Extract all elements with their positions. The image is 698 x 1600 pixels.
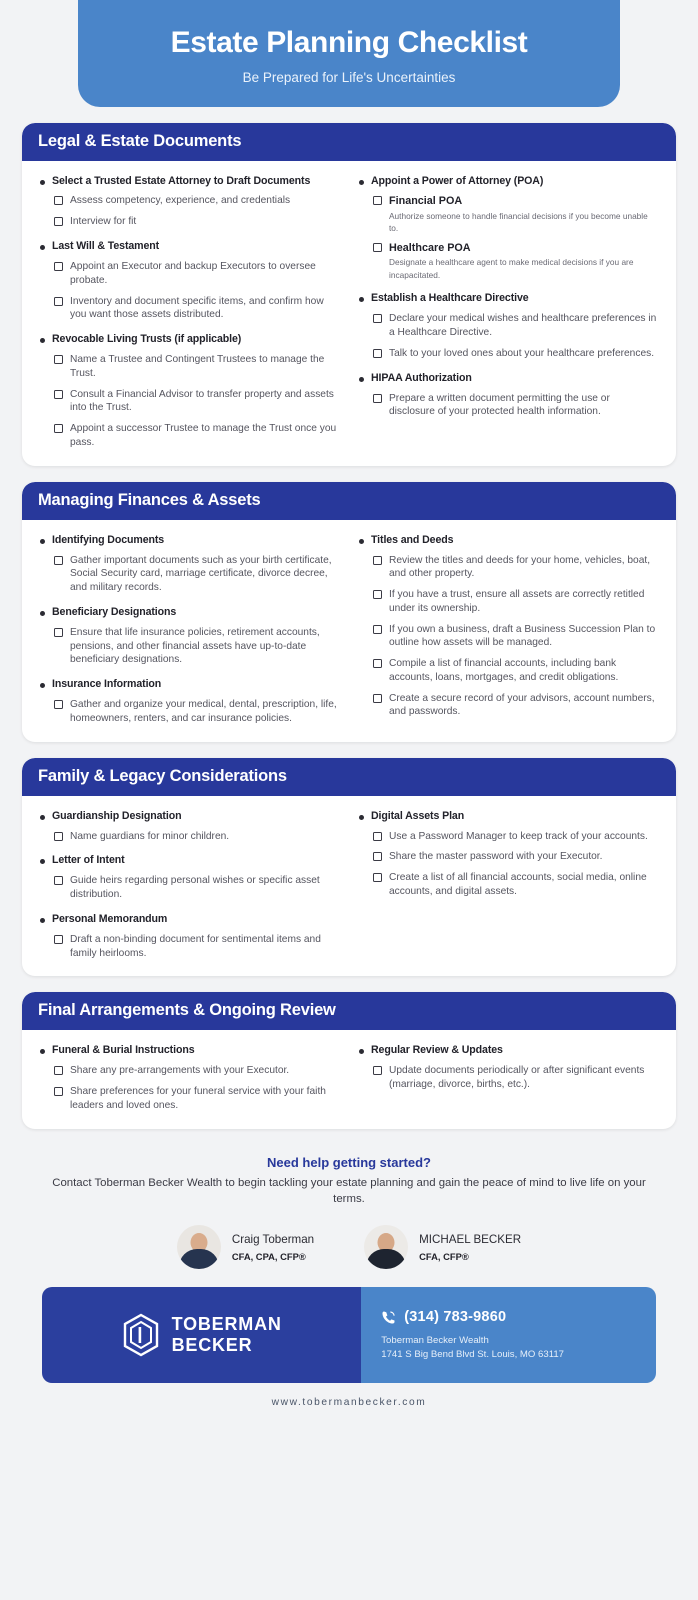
cta-block	[0, 1129, 698, 1207]
checklist-item[interactable]	[373, 194, 658, 234]
checklist-item-text: Gather and organize your medical, dental, prescription, life, homeowners, renters, and car insurance policies.	[70, 699, 337, 724]
bullet-icon	[40, 859, 45, 864]
checklist-group-header	[40, 534, 339, 548]
section-body	[22, 796, 676, 977]
checklist-section	[22, 482, 676, 742]
checklist-item[interactable]	[373, 850, 658, 864]
checklist-item[interactable]	[54, 215, 339, 229]
checklist-item-text: Update documents periodically or after significant events (marriage, divorce, births, etc.).	[389, 1065, 645, 1091]
checklist-group	[359, 534, 658, 720]
section-header	[22, 992, 676, 1030]
address-block	[381, 1334, 640, 1363]
bullet-icon	[359, 539, 364, 544]
checklist-group	[40, 1044, 339, 1112]
checkbox-icon[interactable]	[54, 1087, 63, 1096]
checklist-item[interactable]	[54, 874, 339, 902]
checklist-item-text: Create a secure record of your advisors, account numbers, and passwords.	[389, 692, 655, 718]
section-header	[22, 758, 676, 796]
bullet-icon	[359, 180, 364, 185]
brand-wordmark	[172, 1314, 282, 1356]
company-name: Toberman Becker Wealth	[381, 1335, 489, 1346]
checkbox-icon[interactable]	[373, 852, 382, 861]
checklist-item[interactable]	[54, 353, 339, 381]
checklist-item-text: Inventory and document specific items, and confirm how you want those assets distributed.	[70, 295, 324, 321]
checkbox-icon[interactable]	[373, 1066, 382, 1075]
checkbox-icon[interactable]	[54, 876, 63, 885]
bullet-icon	[40, 683, 45, 688]
checklist-item[interactable]	[54, 554, 339, 595]
checklist-item-text: Interview for fit	[70, 216, 137, 228]
checklist-item-text: Guide heirs regarding personal wishes or specific asset distribution.	[70, 875, 320, 901]
checklist-group	[40, 240, 339, 322]
checkbox-icon[interactable]	[54, 1066, 63, 1075]
checklist-group-header	[40, 333, 339, 347]
checkbox-icon[interactable]	[373, 394, 382, 403]
checklist-item-text: Name guardians for minor children.	[70, 830, 230, 842]
left-column	[34, 534, 345, 726]
checklist-item[interactable]	[54, 1085, 339, 1113]
checkbox-icon[interactable]	[54, 556, 63, 565]
checklist-item[interactable]	[373, 588, 658, 616]
bullet-icon	[40, 180, 45, 185]
checklist-item-text: Draft a non-binding document for sentimental items and family heirlooms.	[70, 933, 321, 959]
checklist-section	[22, 758, 676, 977]
section-body	[22, 1030, 676, 1128]
checklist-item-text: Share the master password with your Executor.	[389, 851, 603, 863]
checklist-item-text: Talk to your loved ones about your healthcare preferences.	[389, 347, 655, 359]
advisor-credentials: CFA, CFP®	[419, 1250, 469, 1262]
section-title: Family & Legacy Considerations	[38, 766, 287, 785]
checklist-group-label: Letter of Intent	[52, 854, 125, 867]
website-url[interactable]: www.tobermanbecker.com	[271, 1397, 427, 1408]
checkbox-icon[interactable]	[54, 700, 63, 709]
checkbox-icon[interactable]	[373, 314, 382, 323]
checklist-item[interactable]	[54, 830, 339, 844]
checklist-item-text: Compile a list of financial accounts, including bank accounts, loans, mortgages, and credit obligations.	[389, 658, 619, 683]
page-title: Estate Planning Checklist	[170, 26, 528, 59]
checklist-group-label: Last Will & Testament	[52, 240, 160, 252]
toberman-becker-logo-icon	[122, 1313, 160, 1357]
checklist-group-header	[359, 175, 658, 189]
right-column	[353, 810, 664, 899]
avatar-michael-becker	[364, 1225, 408, 1269]
checklist-group	[40, 175, 339, 230]
phone-icon	[381, 1310, 396, 1325]
brand-line-2: BECKER	[171, 1335, 253, 1355]
checklist-group-label: Funeral & Burial Instructions	[52, 1044, 195, 1057]
checklist-group-header	[40, 1044, 339, 1058]
bullet-icon	[40, 338, 45, 343]
checkbox-icon[interactable]	[373, 556, 382, 565]
checklist-item[interactable]	[373, 554, 658, 582]
checkbox-icon[interactable]	[373, 349, 382, 358]
left-column	[34, 175, 345, 450]
checklist-item-text: Assess competency, experience, and credentials	[70, 195, 291, 207]
checklist-group-header	[359, 1044, 658, 1058]
checklist-item[interactable]	[373, 830, 658, 844]
cta-text: Contact Toberman Becker Wealth to begin tackling your estate planning and gain the peace of mind to live life on your terms.	[52, 1176, 646, 1205]
checklist-item-text: If you have a trust, ensure all assets are correctly retitled under its ownership.	[389, 589, 645, 614]
checklist-item[interactable]	[373, 392, 658, 420]
checklist-item-text: Create a list of all financial accounts, social media, online accounts, and digital assets.	[389, 872, 647, 897]
page-header	[78, 0, 620, 107]
checklist-group-header	[40, 913, 339, 927]
checklist-item[interactable]	[373, 657, 658, 685]
checklist-item-text: Share preferences for your funeral service with your faith leaders and loved ones.	[70, 1086, 326, 1111]
phone-number[interactable]: (314) 783-9860	[404, 1309, 507, 1325]
checklist-item-text: Review the titles and deeds for your home, vehicles, boat, and other property.	[389, 554, 651, 580]
checklist-item[interactable]	[373, 347, 658, 361]
checkbox-icon[interactable]	[54, 424, 63, 433]
checklist-item-text	[389, 194, 658, 234]
checklist-item-text: Declare your medical wishes and healthcare preferences in a Healthcare Directive.	[389, 313, 657, 339]
page-subtitle: Be Prepared for Life's Uncertainties	[242, 69, 456, 85]
checkbox-icon[interactable]	[54, 390, 63, 399]
checkbox-icon[interactable]	[54, 355, 63, 364]
checklist-section	[22, 123, 676, 466]
checklist-item[interactable]	[373, 871, 658, 899]
bullet-icon	[40, 611, 45, 616]
checklist-group	[40, 534, 339, 595]
checklist-item[interactable]	[54, 260, 339, 288]
checklist-item[interactable]	[373, 692, 658, 720]
checklist-group	[40, 913, 339, 961]
phone-row[interactable]	[381, 1309, 640, 1325]
right-column	[353, 534, 664, 720]
checklist-group	[40, 678, 339, 726]
checklist-group-header	[359, 292, 658, 306]
checkbox-icon[interactable]	[373, 659, 382, 668]
avatar-craig-toberman	[177, 1225, 221, 1269]
advisor-card	[364, 1225, 521, 1269]
checklist-item-text: Prepare a written document permitting the use or disclosure of your protected health information.	[389, 392, 610, 418]
right-column	[353, 175, 664, 420]
section-title: Managing Finances & Assets	[38, 490, 261, 509]
checklist-item-text: If you own a business, draft a Business Succession Plan to outline how assets will be managed.	[389, 623, 656, 649]
checklist-item[interactable]	[54, 933, 339, 961]
checklist-item-text: Name a Trustee and Contingent Trustees to manage the Trust.	[70, 354, 325, 379]
checklist-item-text: Appoint an Executor and backup Executors to oversee probate.	[70, 260, 316, 286]
bullet-icon	[40, 815, 45, 820]
checklist-group-header	[40, 854, 339, 868]
checklist-item-text: Appoint a successor Trustee to manage the Trust once you pass.	[70, 423, 337, 448]
checklist-item-text: Ensure that life insurance policies, retirement accounts, pensions, and other financial assets have up-to-date beneficiary designations.	[70, 626, 320, 666]
contact-block	[361, 1287, 656, 1383]
checklist-item[interactable]	[373, 312, 658, 340]
checklist-item[interactable]	[54, 626, 339, 667]
brand-block	[42, 1287, 361, 1383]
checkbox-icon[interactable]	[373, 243, 382, 252]
checkbox-icon[interactable]	[54, 196, 63, 205]
checklist-group-label: Personal Memorandum	[52, 912, 168, 925]
checklist-group-header	[359, 372, 658, 386]
checklist-group-label: Regular Review & Updates	[371, 1044, 503, 1057]
checklist-item-description: Authorize someone to handle financial decisions if you become unable to.	[389, 210, 648, 233]
checklist-group-header	[40, 606, 339, 620]
bullet-icon	[40, 245, 45, 250]
cta-title: Need help getting started?	[267, 1154, 431, 1170]
checklist-item-text	[389, 241, 658, 281]
bullet-icon	[359, 297, 364, 302]
left-column	[34, 810, 345, 961]
checkbox-icon[interactable]	[373, 625, 382, 634]
checklist-group-label: Guardianship Designation	[52, 809, 182, 822]
checkbox-icon[interactable]	[373, 196, 382, 205]
checklist-group	[40, 854, 339, 902]
section-header	[22, 123, 676, 161]
bullet-icon	[40, 918, 45, 923]
bullet-icon	[359, 815, 364, 820]
checklist-item-title: Healthcare POA	[389, 242, 471, 255]
bullet-icon	[40, 539, 45, 544]
checklist-item-text: Consult a Financial Advisor to transfer property and assets into the Trust.	[70, 388, 334, 414]
checklist-sections	[0, 123, 698, 1129]
checkbox-icon[interactable]	[54, 297, 63, 306]
checklist-group	[359, 372, 658, 420]
checklist-item-text: Gather important documents such as your birth certificate, Social Security card, marriage certificate, divorce decree, and military records.	[70, 554, 332, 594]
checklist-item[interactable]	[54, 698, 339, 726]
checklist-item-title: Financial POA	[389, 195, 463, 208]
checklist-group	[359, 175, 658, 282]
avatar-body-shape	[179, 1249, 219, 1269]
footer-bar	[42, 1287, 656, 1383]
checklist-group-label: HIPAA Authorization	[371, 371, 472, 384]
checkbox-icon[interactable]	[54, 935, 63, 944]
advisor-list	[0, 1207, 698, 1285]
section-title: Legal & Estate Documents	[38, 131, 242, 150]
checklist-group	[359, 1044, 658, 1092]
checklist-group-label: Identifying Documents	[52, 533, 165, 546]
checkbox-icon[interactable]	[54, 262, 63, 271]
checklist-group-label: Appoint a Power of Attorney (POA)	[371, 174, 544, 187]
checklist-group-label: Revocable Living Trusts (if applicable)	[52, 333, 242, 346]
checkbox-icon[interactable]	[373, 694, 382, 703]
advisor-name: Craig Toberman	[231, 1233, 315, 1247]
checkbox-icon[interactable]	[373, 873, 382, 882]
checklist-group-header	[359, 810, 658, 824]
checkbox-icon[interactable]	[373, 590, 382, 599]
checklist-group-label: Titles and Deeds	[371, 533, 454, 546]
checklist-item-description: Designate a healthcare agent to make medical decisions if you are incapacitated.	[389, 257, 634, 280]
bullet-icon	[359, 1049, 364, 1054]
checklist-item[interactable]	[373, 241, 658, 281]
checklist-item-text: Share any pre-arrangements with your Executor.	[70, 1065, 290, 1077]
brand-line-1: TOBERMAN	[171, 1314, 282, 1335]
checklist-group-header	[359, 534, 658, 548]
section-body	[22, 161, 676, 466]
checklist-group-header	[40, 678, 339, 692]
checklist-item[interactable]	[54, 422, 339, 450]
avatar-body-shape	[366, 1249, 406, 1269]
checklist-group-header	[40, 240, 339, 254]
section-title: Final Arrangements & Ongoing Review	[38, 1001, 336, 1020]
street-address: 1741 S Big Bend Blvd St. Louis, MO 63117	[381, 1349, 565, 1361]
checklist-item[interactable]	[373, 623, 658, 651]
checklist-group-header	[40, 810, 339, 824]
checklist-group-label: Insurance Information	[52, 678, 162, 691]
checklist-item[interactable]	[373, 1064, 658, 1092]
right-column	[353, 1044, 664, 1092]
checklist-item[interactable]	[54, 295, 339, 323]
checklist-group-label: Beneficiary Designations	[52, 605, 177, 618]
section-header	[22, 482, 676, 520]
checklist-item[interactable]	[54, 388, 339, 416]
left-column	[34, 1044, 345, 1112]
checklist-group-label: Select a Trusted Estate Attorney to Draft Documents	[52, 174, 311, 187]
checklist-group	[40, 333, 339, 450]
bullet-icon	[359, 377, 364, 382]
checkbox-icon[interactable]	[54, 832, 63, 841]
checklist-item[interactable]	[54, 194, 339, 208]
section-body	[22, 520, 676, 742]
checklist-section	[22, 992, 676, 1128]
checkbox-icon[interactable]	[373, 832, 382, 841]
checkbox-icon[interactable]	[54, 217, 63, 226]
checkbox-icon[interactable]	[54, 628, 63, 637]
advisor-card	[177, 1225, 314, 1269]
checklist-item-text: Use a Password Manager to keep track of your accounts.	[389, 830, 648, 842]
checklist-group-label: Digital Assets Plan	[371, 809, 465, 822]
checklist-group-header	[40, 175, 339, 189]
checklist-group	[40, 810, 339, 844]
bullet-icon	[40, 1049, 45, 1054]
checklist-group	[40, 606, 339, 667]
checklist-group	[359, 810, 658, 899]
checklist-item[interactable]	[54, 1064, 339, 1078]
advisor-credentials: CFA, CPA, CFP®	[231, 1250, 306, 1262]
checklist-group-label: Establish a Healthcare Directive	[371, 292, 529, 305]
advisor-name: MICHAEL BECKER	[419, 1233, 522, 1247]
checklist-group	[359, 292, 658, 360]
